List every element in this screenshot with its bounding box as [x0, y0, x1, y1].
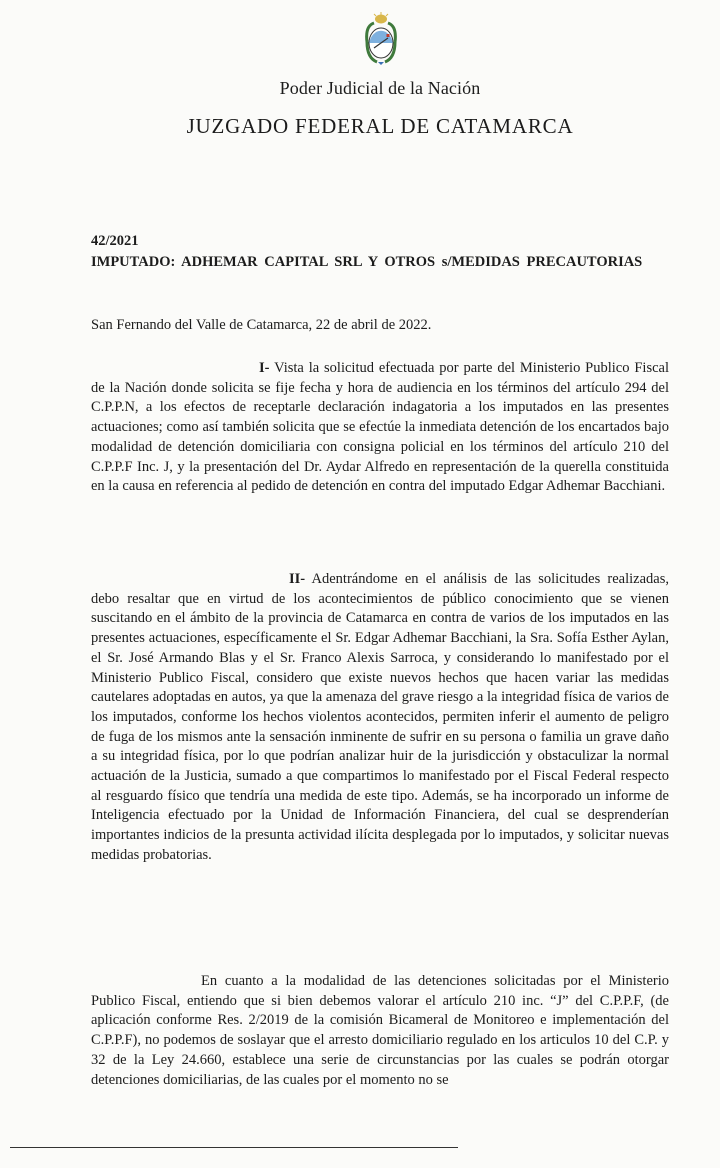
institution-header: Poder Judicial de la Nación — [279, 78, 481, 98]
national-coat-of-arms-emblem — [361, 12, 401, 66]
detention-modality-paragraph: En cuanto a la modalidad de las detenciones solicitadas por el Ministerio Publico Fiscal, entiendo que si bien debemos valorar el artículo 210 inc. “J” del C.P.P.F, (de aplicación conforme Res. 2/2019 de la comisión Bicameral de Monitoreo e implementación del C.P.P.F), no podemos de soslayar que el arresto domiciliario regulado en los articulos 10 del C.P. y 32 de la Ley 24.660, establece una serie de circunstancias por las cuales se podrán otorgar detenciones domiciliarias, de las cuales por el momento no se — [91, 973, 669, 1088]
section-ii-numeral: II- — [289, 571, 306, 587]
court-header: JUZGADO FEDERAL DE CATAMARCA — [186, 114, 574, 138]
section-i-paragraph — [91, 359, 669, 497]
place-and-date: San Fernando del Valle de Catamarca, 22 de abril de 2022. — [91, 317, 432, 333]
section-ii-paragraph — [91, 570, 669, 866]
case-number: 42/2021 — [91, 233, 139, 249]
page-footer-divider — [10, 1147, 458, 1148]
section-i-text: Vista la solicitud efectuada por parte del Ministerio Publico Fiscal de la Nación donde solicita se fije fecha y hora de audiencia en los términos del artículo 294 del C.P.P.N, a los efectos de receptarle declaración indagatoria a los imputados en las presentes actuaciones; como así también solicita que se efectúe la inmediata detención de los encartados bajo modalidad de detención domiciliaria con consigna policial en los términos del artículo 210 del C.P.P.F Inc. J, y la presentación del Dr. Aydar Alfredo en representación de la querella constituida en la causa en referencia al pedido de detención en contra del imputado Edgar Adhemar Bacchiani. — [91, 360, 669, 495]
case-title: IMPUTADO: ADHEMAR CAPITAL SRL Y OTROS s/MEDIDAS PRECAUTORIAS — [91, 254, 643, 270]
section-i-numeral: I- — [259, 360, 270, 376]
section-ii-text: Adentrándome en el análisis de las solicitudes realizadas, debo resaltar que en virtud de los acontecimientos de público conocimiento que se vienen suscitando en el ámbito de la provincia de Catamarca en contra de varios de los imputados en las presentes actuaciones, específicamente el Sr. Edgar Adhemar Bacchiani, la Sra. Sofía Esther Aylan, el Sr. José Armando Blas y el Sr. Franco Alexis Sarroca, y considerando lo manifestado por el Ministerio Publico Fiscal, considero que existe nuevos hechos que hacen variar las medidas cautelares adoptadas en autos, ya que la amenaza del grave riesgo a la integridad física de varios de los imputados, conforme los hechos violentos acontecidos, permiten inferir el aumento de peligro de fuga de los mismos ante la sensación inminente de sufrir en su persona o familia un grave daño a su integridad física, por lo que podrían analizar huir de la jurisdicción y obstaculizar la normal actuación de la Justicia, sumado a que compartimos lo manifestado por el Fiscal Federal respecto al resguardo físico que tendría una medida de este tipo. Además, se ha incorporado un informe de Inteligencia efectuado por la Unidad de Información Financiera, del cual se desprenderían importantes indicios de la presunta actividad ilícita desplegada por lo imputados, y solicitar nuevas medidas probatorias. — [91, 571, 669, 863]
